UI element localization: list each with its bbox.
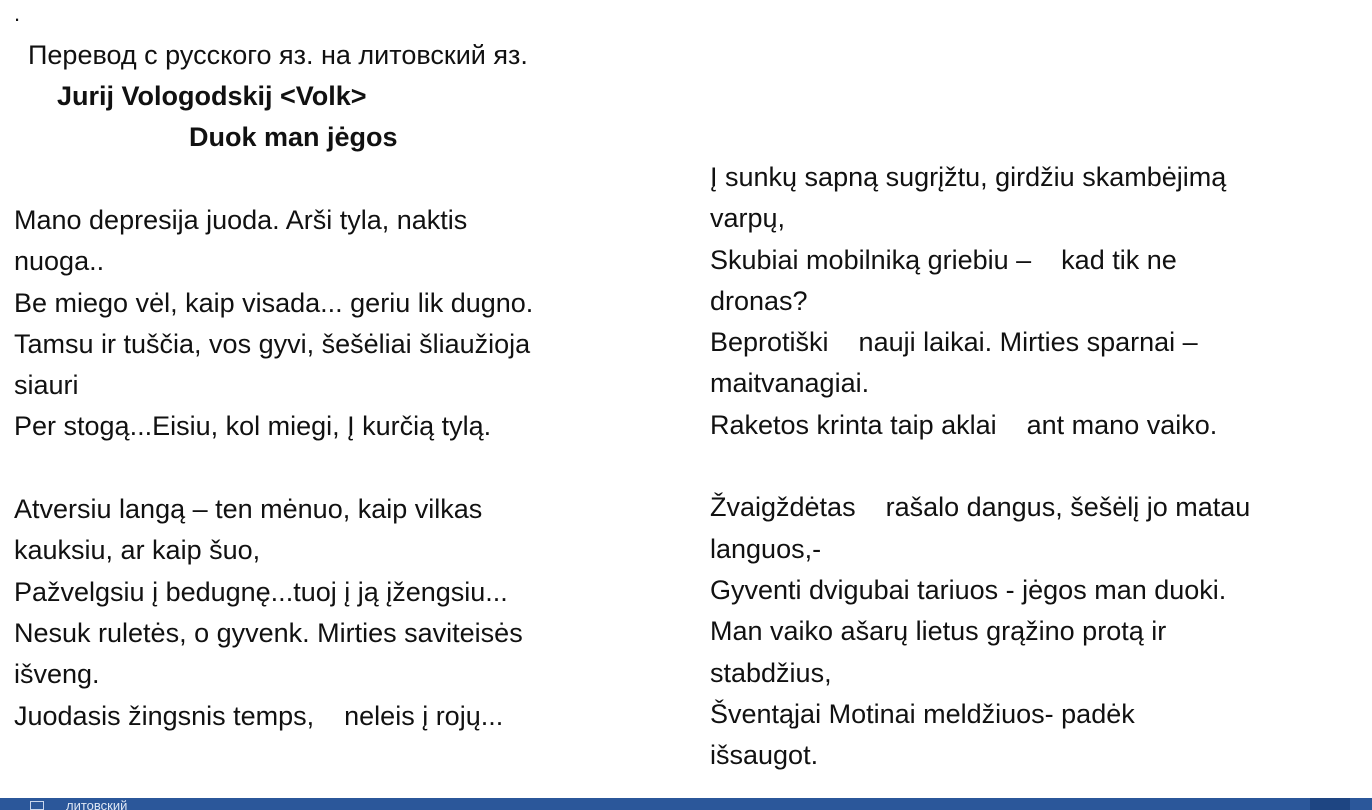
language-indicator[interactable]: литовский bbox=[66, 798, 128, 810]
right-poem-line: Žvaigždėtas rašalo dangus, šešėlį jo matau bbox=[710, 492, 1251, 523]
right-poem-line: Į sunkų sapną sugrįžtu, girdžiu skambėjimą bbox=[710, 162, 1227, 192]
right-poem-line: Šventąjai Motinai meldžiuos- padėk bbox=[710, 698, 1135, 729]
right-poem-line: varpų, bbox=[710, 203, 786, 234]
right-poem-line: languos,- bbox=[710, 533, 822, 564]
right-poem-line: Raketos krinta taip aklai ant mano vaiko. bbox=[710, 409, 1218, 440]
read-mode-button[interactable] bbox=[1270, 798, 1310, 810]
leading-dot: . bbox=[14, 1, 21, 26]
right-poem-line: maitvanagiai. bbox=[710, 368, 870, 399]
right-poem-line: Man vaiko ašarų lietus grąžino protą ir bbox=[710, 616, 1167, 647]
left-poem-line: Mano depresija juoda. Arši tyla, naktis bbox=[14, 205, 468, 235]
left-poem-line: Per stogą...Eisiu, kol miegi, Į kurčią tylą. bbox=[14, 411, 492, 442]
poem-left-column bbox=[14, 200, 614, 737]
left-poem-line: Nesuk ruletės, o gyvenk. Mirties saviteisės bbox=[14, 617, 523, 648]
page-view-icon[interactable] bbox=[30, 801, 44, 810]
left-poem-line: Pažvelgsiu į bedugnę...tuoj į ją įžengsiu... bbox=[14, 576, 508, 607]
right-poem-line: Skubiai mobilniką griebiu – kad tik ne bbox=[710, 244, 1177, 275]
left-poem-line: Be miego vėl, kaip visada... geriu lik dugno. bbox=[14, 287, 534, 318]
poem-title: Duok man jėgos bbox=[189, 122, 398, 152]
poem-right-column bbox=[710, 157, 1350, 776]
right-poem-line: Beprotiški nauji laikai. Mirties sparnai – bbox=[710, 327, 1198, 358]
right-poem-line: dronas? bbox=[710, 285, 808, 316]
right-stanza-break bbox=[710, 446, 1350, 487]
status-bar bbox=[0, 798, 1372, 810]
right-poem-line: išsaugot. bbox=[710, 740, 819, 771]
translation-note: Перевод с русского яз. на литовский яз. bbox=[28, 40, 528, 70]
left-poem-line: Tamsu ir tuščia, vos gyvi, šešėliai šliaužioja bbox=[14, 328, 531, 359]
left-poem-line: kauksiu, ar kaip šuo, bbox=[14, 535, 261, 566]
left-poem-line: išveng. bbox=[14, 659, 100, 690]
left-poem-line: Juodasis žingsnis temps, neleis į rojų... bbox=[14, 700, 504, 731]
web-layout-button[interactable] bbox=[1350, 798, 1372, 810]
left-poem-line: nuoga.. bbox=[14, 246, 105, 277]
print-layout-button[interactable] bbox=[1310, 798, 1350, 810]
left-poem-line: Atversiu langą – ten mėnuo, kaip vilkas bbox=[14, 494, 483, 525]
left-poem-line: siauri bbox=[14, 370, 79, 401]
left-stanza-break bbox=[14, 448, 614, 489]
poem-author: Jurij Vologodskij <Volk> bbox=[57, 81, 367, 111]
right-poem-line: Gyventi dvigubai tariuos - jėgos man duoki. bbox=[710, 574, 1227, 605]
right-poem-line: stabdžius, bbox=[710, 657, 832, 688]
